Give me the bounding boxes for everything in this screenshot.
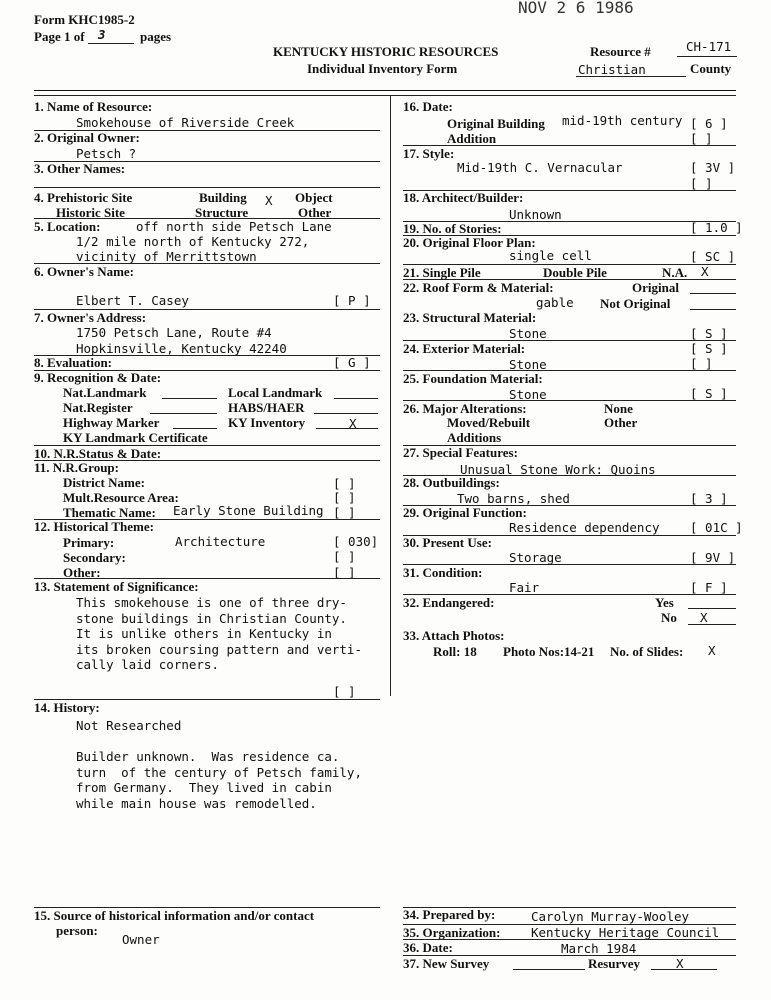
original-function-code: [ 01C ] — [690, 520, 743, 535]
endangered-no-mark: X — [700, 610, 708, 625]
county-label: County — [690, 61, 732, 76]
condition-label: 31. Condition: — [403, 565, 483, 580]
prep-date-label: 36. Date: — [403, 940, 453, 955]
original-owner-label: 2. Original Owner: — [34, 130, 140, 145]
present-use-code: [ 9V ] — [690, 550, 736, 565]
endangered-no-label: No — [661, 610, 677, 625]
source-person-label: person: — [56, 923, 98, 938]
prepared-by-value: Carolyn Murray-Wooley — [531, 909, 690, 924]
thematic-name-code: [ ] — [333, 505, 356, 520]
roof-value: gable — [536, 295, 574, 310]
primary-theme-label: Primary: — [63, 535, 115, 550]
thematic-name-label: Thematic Name: — [63, 505, 156, 520]
district-name-code: [ ] — [333, 476, 356, 491]
location-label: 5. Location: — [34, 219, 101, 234]
roof-label: 22. Roof Form & Material: — [403, 280, 554, 295]
original-building-label: Original Building — [447, 116, 545, 131]
building-label: Building — [199, 190, 247, 205]
condition-value: Fair — [509, 580, 540, 595]
roof-not-original-label: Not Original — [600, 296, 671, 311]
addition-label: Addition — [447, 131, 497, 146]
original-building-code: [ 6 ] — [690, 116, 728, 131]
name-of-resource-label: 1. Name of Resource: — [34, 99, 153, 114]
significance-text: This smokehouse is one of three dry- stone buildings in Christian County. It is unlike others in Kentucky in its broken coursing pattern and verti- cally laid corners. — [76, 595, 362, 672]
original-function-value: Residence dependency — [509, 520, 660, 535]
organization-label: 35. Organization: — [403, 925, 501, 940]
style-value: Mid-19th C. Vernacular — [457, 160, 623, 175]
resource-number: CH-171 — [686, 39, 732, 54]
location-value: off north side Petsch Lane — [136, 219, 332, 234]
structural-material-value: Stone — [509, 326, 547, 341]
exterior-material-code-2: [ ] — [690, 356, 713, 371]
double-pile-label: Double Pile — [543, 265, 607, 280]
structural-material-label: 23. Structural Material: — [403, 310, 537, 325]
secondary-theme-label: Secondary: — [63, 550, 126, 565]
ky-landmark-certificate-label: KY Landmark Certificate — [63, 430, 208, 445]
single-pile-label: 21. Single Pile — [403, 265, 481, 280]
attach-photos-label: 33. Attach Photos: — [403, 628, 505, 643]
date-label: 16. Date: — [403, 99, 453, 114]
original-function-label: 29. Original Function: — [403, 505, 527, 520]
prepared-by-label: 34. Prepared by: — [403, 907, 496, 922]
original-owner-value: Petsch ? — [76, 146, 137, 161]
nat-register-label: Nat.Register — [63, 400, 133, 415]
other-names-label: 3. Other Names: — [34, 161, 126, 176]
organization-value: Kentucky Heritage Council — [531, 925, 720, 940]
mult-resource-label: Mult.Resource Area: — [63, 490, 179, 505]
significance-label: 13. Statement of Significance: — [34, 579, 199, 594]
stories-label: 19. No. of Stories: — [403, 221, 502, 236]
resource-label: Resource # — [590, 44, 651, 59]
new-survey-label: 37. New Survey — [403, 956, 490, 971]
other-label: Other — [298, 205, 332, 220]
outbuildings-value: Two barns, shed — [457, 491, 570, 506]
roof-original-label: Original — [632, 280, 679, 295]
photo-nos-label: Photo Nos:14-21 — [503, 644, 595, 659]
form-subtitle: Individual Inventory Form — [307, 61, 458, 76]
district-name-label: District Name: — [63, 475, 145, 490]
na-mark: X — [701, 264, 709, 279]
page-label: Page 1 of — [34, 29, 85, 44]
endangered-yes-label: Yes — [655, 595, 674, 610]
resurvey-label: Resurvey — [588, 956, 640, 971]
other-theme-label: Other: — [63, 565, 101, 580]
recognition-label: 9. Recognition & Date: — [34, 370, 162, 385]
page-total: 3 — [98, 27, 106, 42]
pages-word: pages — [140, 29, 172, 44]
historic-site-label: Historic Site — [56, 205, 125, 220]
building-mark: X — [265, 193, 273, 208]
owners-address-line-1: 1750 Petsch Lane, Route #4 — [76, 325, 272, 340]
na-label: N.A. — [662, 265, 688, 280]
foundation-material-code: [ S ] — [690, 386, 728, 401]
other-theme-code: [ ] — [333, 565, 356, 580]
original-building-value: mid-19th century — [562, 113, 683, 128]
architect-label: 18. Architect/Builder: — [403, 190, 524, 205]
style-label: 17. Style: — [403, 146, 455, 161]
mult-resource-code: [ ] — [333, 490, 356, 505]
significance-code: [ ] — [333, 684, 356, 699]
history-label: 14. History: — [34, 700, 100, 715]
slides-value: X — [708, 643, 716, 658]
form-number: Form KHC1985-2 — [34, 12, 135, 27]
received-date-stamp: NOV 2 6 1986 — [518, 0, 634, 17]
floor-plan-code: [ SC ] — [690, 249, 736, 264]
structural-material-code: [ S ] — [690, 326, 728, 341]
owners-name-code: [ P ] — [333, 293, 371, 308]
nr-status-label: 10. N.R.Status & Date: — [34, 446, 162, 461]
style-code-2: [ ] — [690, 176, 713, 191]
slides-label: No. of Slides: — [610, 644, 684, 659]
special-features-value: Unusual Stone Work: Quoins — [460, 462, 656, 477]
location-line-2: 1/2 mile north of Kentucky 272, — [76, 234, 310, 249]
evaluation-label: 8. Evaluation: — [34, 355, 113, 370]
architect-value: Unknown — [509, 207, 562, 222]
form-title: KENTUCKY HISTORIC RESOURCES — [273, 44, 499, 59]
object-label: Object — [295, 190, 333, 205]
roll-label: Roll: 18 — [433, 644, 477, 659]
floor-plan-value: single cell — [509, 248, 592, 263]
floor-plan-label: 20. Original Floor Plan: — [403, 235, 536, 250]
style-code: [ 3V ] — [690, 160, 736, 175]
owners-address-line-2: Hopkinsville, Kentucky 42240 — [76, 341, 287, 356]
prehistoric-site-label: 4. Prehistoric Site — [34, 190, 133, 205]
alterations-none-label: None — [604, 401, 633, 416]
thematic-name-value: Early Stone Building — [173, 503, 324, 518]
prep-date-value: March 1984 — [561, 941, 637, 956]
moved-rebuilt-label: Moved/Rebuilt — [447, 415, 531, 430]
special-features-label: 27. Special Features: — [403, 445, 518, 460]
alterations-other-label: Other — [604, 415, 638, 430]
addition-code: [ ] — [690, 131, 713, 146]
history-text: Not Researched Builder unknown. Was residence ca. turn of the century of Petsch family, from Germany. They lived in cabin while main house was remodelled. — [76, 718, 362, 811]
nr-group-label: 11. N.R.Group: — [34, 460, 119, 475]
county-value: Christian — [578, 62, 646, 77]
owners-name-label: 6. Owner's Name: — [34, 264, 135, 279]
outbuildings-label: 28. Outbuildings: — [403, 475, 500, 490]
additions-label: Additions — [447, 430, 502, 445]
exterior-material-value: Stone — [509, 357, 547, 372]
location-line-3: vicinity of Merrittstown — [76, 249, 257, 264]
present-use-label: 30. Present Use: — [403, 535, 492, 550]
resurvey-mark: X — [676, 956, 684, 971]
major-alterations-label: 26. Major Alterations: — [403, 401, 527, 416]
secondary-theme-code: [ ] — [333, 549, 356, 564]
primary-theme-code: [ 030] — [333, 534, 379, 549]
present-use-value: Storage — [509, 550, 562, 565]
ky-inventory-label: KY Inventory — [228, 415, 306, 430]
ky-inventory-mark: X — [349, 416, 357, 431]
habs-haer-label: HABS/HAER — [228, 400, 305, 415]
condition-code: [ F ] — [690, 580, 728, 595]
evaluation-code: [ G ] — [333, 355, 371, 370]
owners-address-label: 7. Owner's Address: — [34, 310, 147, 325]
local-landmark-label: Local Landmark — [228, 385, 323, 400]
highway-marker-label: Highway Marker — [63, 415, 160, 430]
endangered-label: 32. Endangered: — [403, 595, 495, 610]
exterior-material-label: 24. Exterior Material: — [403, 341, 526, 356]
primary-theme-value: Architecture — [175, 534, 266, 549]
name-of-resource-value: Smokehouse of Riverside Creek — [76, 115, 295, 130]
outbuildings-code: [ 3 ] — [690, 491, 728, 506]
foundation-material-label: 25. Foundation Material: — [403, 371, 543, 386]
source-label: 15. Source of historical information and/or contact — [34, 908, 315, 923]
structure-label: Structure — [195, 205, 249, 220]
nat-landmark-label: Nat.Landmark — [63, 385, 147, 400]
source-value: Owner — [122, 932, 160, 947]
exterior-material-code: [ S ] — [690, 341, 728, 356]
stories-code: [ 1.0 ] — [690, 220, 743, 235]
historical-theme-label: 12. Historical Theme: — [34, 519, 154, 534]
owners-name-value: Elbert T. Casey — [76, 293, 189, 308]
foundation-material-value: Stone — [509, 387, 547, 402]
